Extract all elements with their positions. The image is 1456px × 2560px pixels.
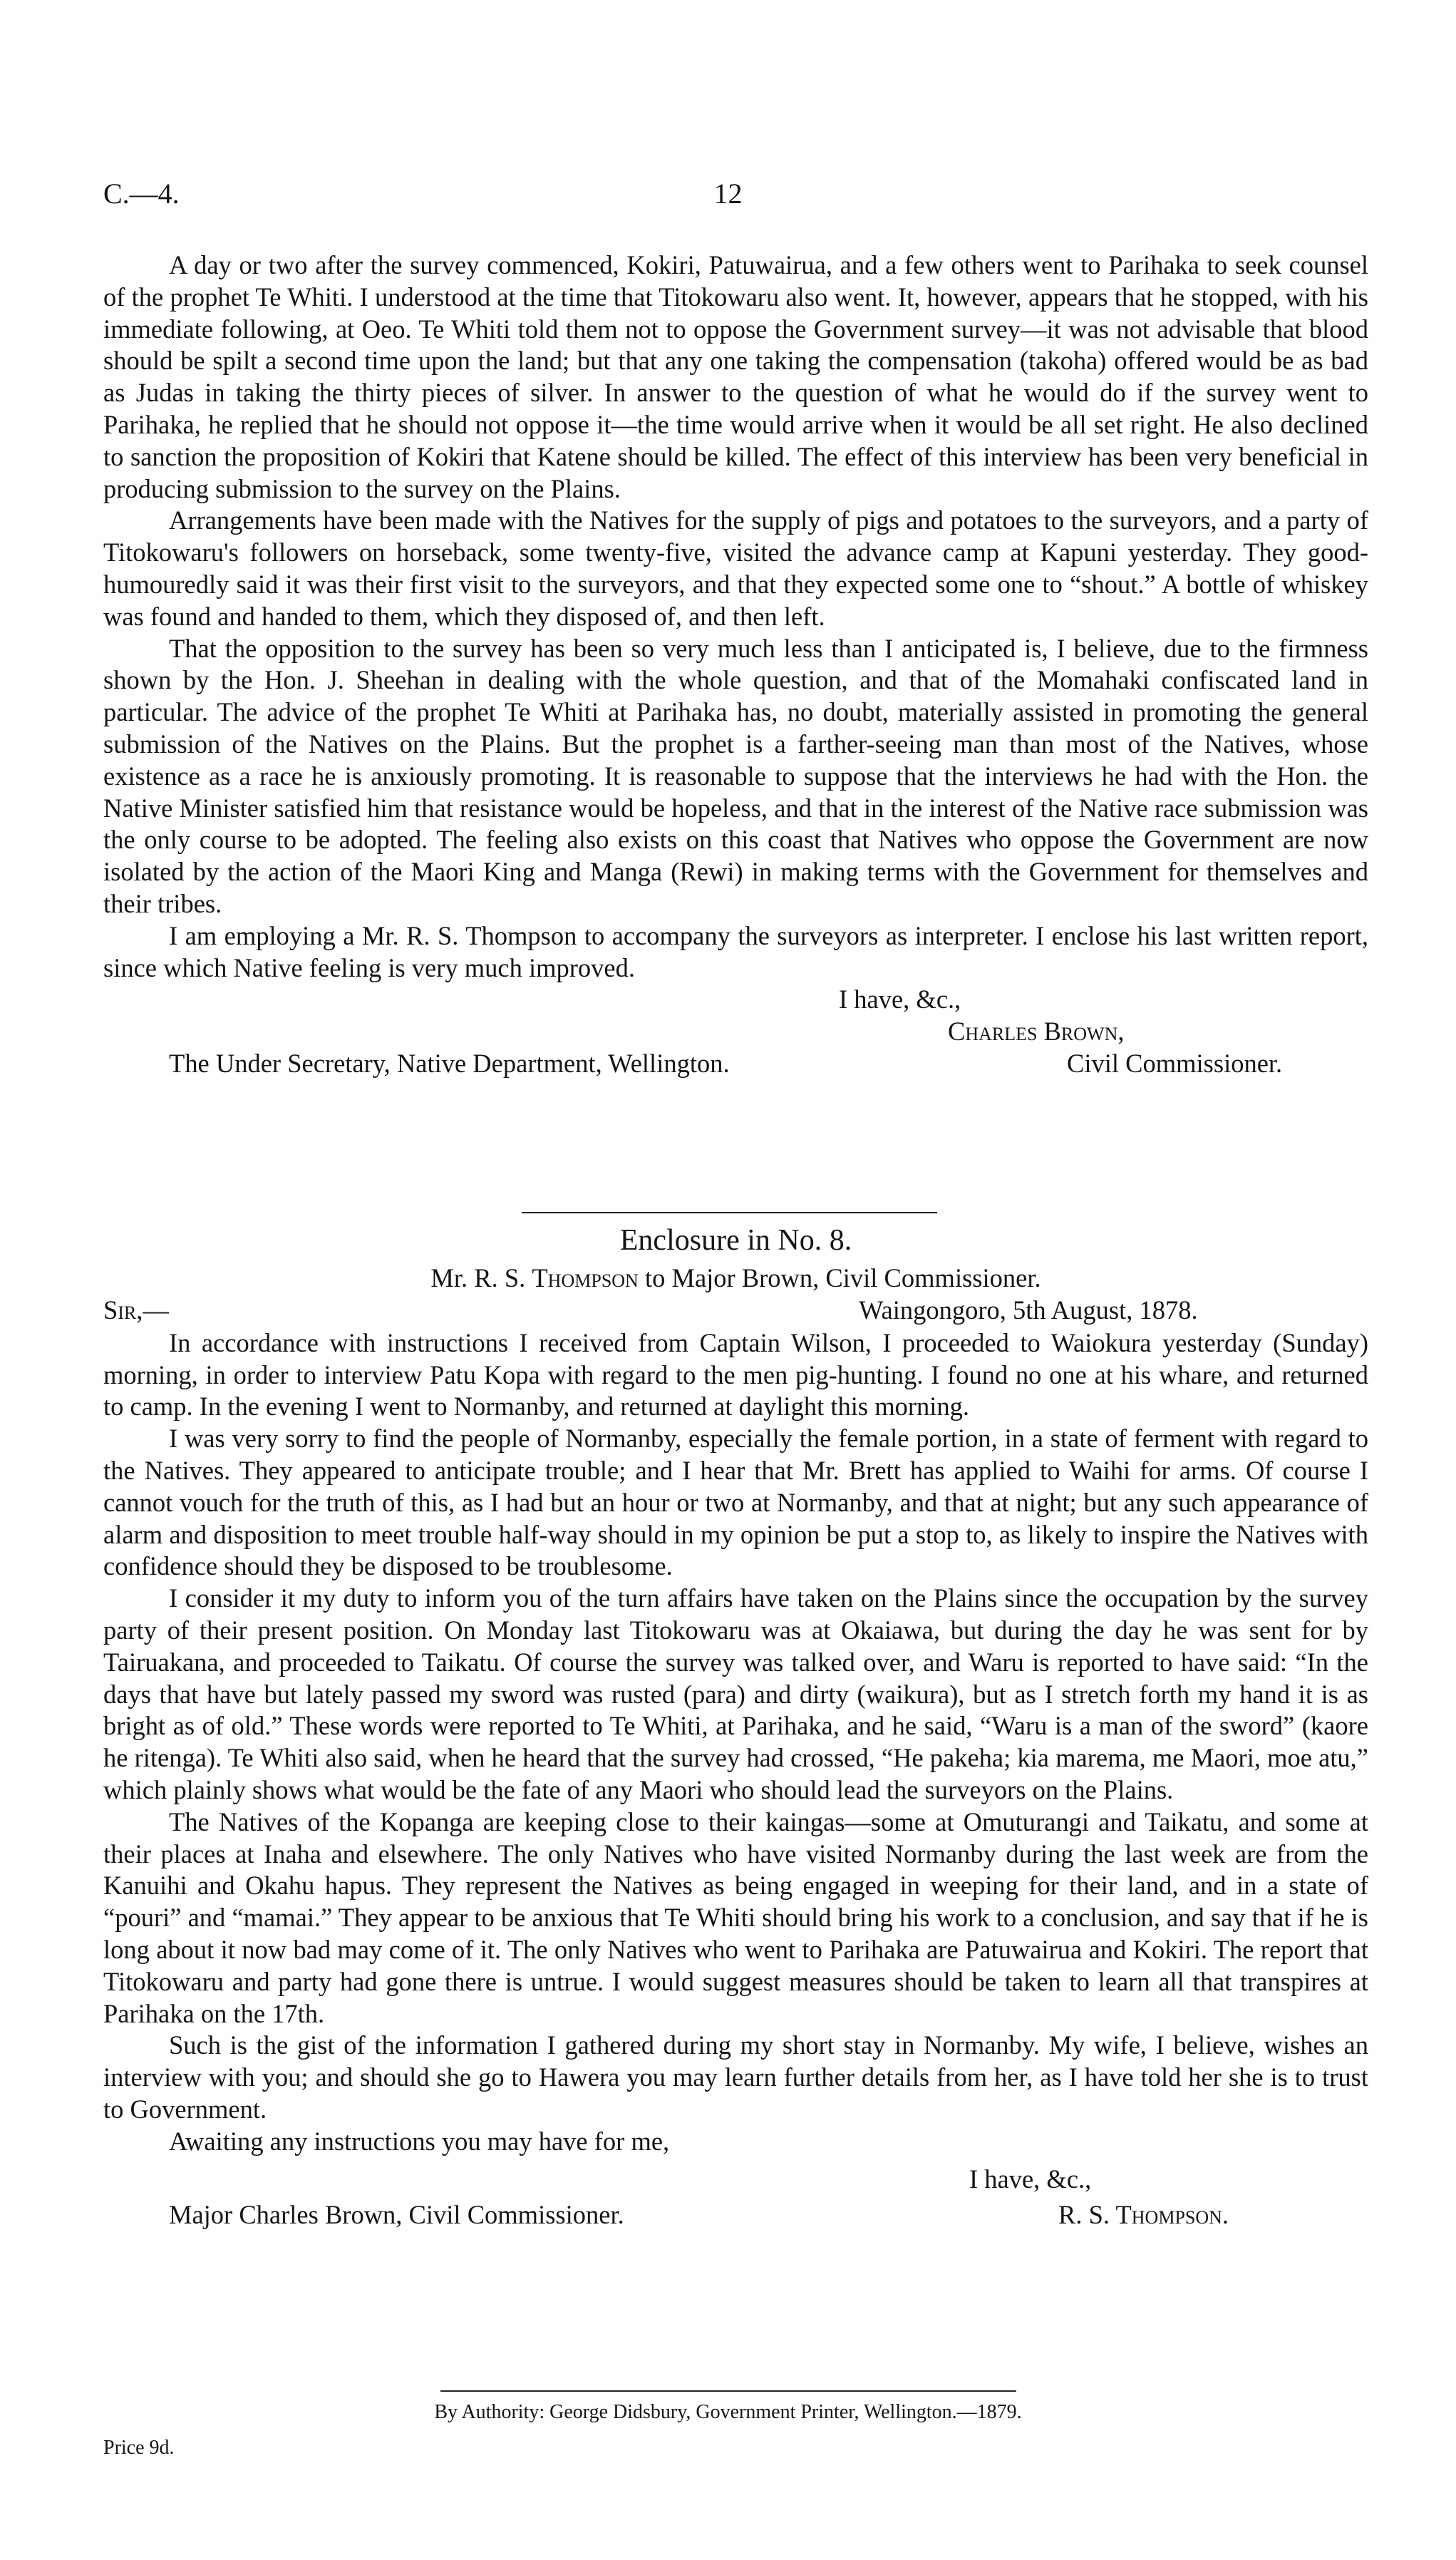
price-label: Price 9d. [103, 2437, 175, 2459]
printer-imprint: By Authority: George Didsbury, Government Printer, Wellington.—1879. [434, 2401, 1022, 2423]
paragraph: Such is the gist of the information I gathered during my short stay in Normanby. My wife, I believe, wishes an interview with you; and should she go to Hawera you may learn further details from her, as I have told her she is to trust to Government. [103, 2030, 1368, 2124]
paragraph: A day or two after the survey commenced, Kokiri, Patuwairua, and a few others went to Parihaka to seek counsel of the prophet Te Whiti. I understood at the time that Titokowaru also went. It, however, appears that he stopped, with his immediate following, at Oeo. Te Whiti told them not to oppose the Government survey—it was not advisable that blood should be spilt a second time upon the land; but that any one taking the compensation (takoha) offered would be as bad as Judas in taking the thirty pieces of silver. In answer to the question of what he would do if the survey went to Parihaka, he replied that he should not oppose it—the time would arrive when it would be all set right. He also declined to sanction the proposition of Kokiri that Katene should be killed. The effect of this interview has been very beneficial in producing submission to the survey on the Plains. [103, 250, 1368, 503]
paragraph: Awaiting any instructions you may have for me, [169, 2126, 670, 2156]
document-reference: C.—4. [103, 178, 180, 210]
page-header [103, 177, 1353, 220]
letter-closing: I have, &c., [839, 985, 961, 1014]
letter-body [103, 250, 1368, 1084]
paragraph: In accordance with instructions I received from Captain Wilson, I proceeded to Waiokura yesterday (Sunday) morning, in order to interview Patu Kopa with regard to the men pig-hunting. I found no one at his whare, and returned to camp. In the evening I went to Normanby, and returned at daylight this morning. [103, 1327, 1368, 1422]
paragraph: That the opposition to the survey has been so very much less than I anticipated is, I believe, due to the firmness shown by the Hon. J. Sheehan in dealing with the whole question, and that of the Momahaki confiscated land in particular. The advice of the prophet Te Whiti at Parihaka has, no doubt, materially assisted in promoting the general submission of the Natives on the Plains. But the prophet is a farther-seeing man than most of the Natives, whose existence as a race he is anxiously promoting. It is reasonable to suppose that the interviews he had with the Hon. the Native Minister satisfied him that resistance would be hopeless, and that in the interest of the Native race submission was the only course to be adopted. The feeling also exists on this coast that Natives who oppose the Government are now isolated by the action of the Maori King and Manga (Rewi) in making terms with the Government for themselves and their tribes. [103, 633, 1368, 918]
footer-divider [440, 2390, 1016, 2392]
subtitle-from: Thompson [532, 1263, 639, 1292]
section-divider [522, 1212, 937, 1213]
enclosure-addressee: Major Charles Brown, Civil Commissioner. [169, 2200, 624, 2230]
addressee: The Under Secretary, Native Department, Wellington. [169, 1048, 730, 1078]
paragraph: Arrangements have been made with the Natives for the supply of pigs and potatoes to the surveyors, and a party of Titokowaru's followers on horseback, some twenty-five, visited the advance camp at Kapuni yesterday. They good-humouredly said it was their first visit to the surveyors, and that they expected some one to “shout.” A bottle of whiskey was found and handed to them, which they disposed of, and then left. [103, 505, 1368, 631]
salutation: Sir,— [103, 1295, 169, 1325]
signature-name: Charles Brown, [948, 1017, 1125, 1047]
enclosure-closing: I have, &c., [969, 2164, 1092, 2194]
enclosure [103, 1223, 1368, 2235]
enclosure-title: Enclosure in No. 8. [619, 1224, 852, 1257]
page-number: 12 [713, 178, 743, 210]
enclosure-subtitle [103, 1263, 1368, 1295]
subtitle-prefix: Mr. R. S. [430, 1263, 526, 1292]
enclosure-signature: R. S. Thompson. [1058, 2200, 1229, 2230]
paragraph: I was very sorry to find the people of Normanby, especially the female portion, in a state of ferment with regard to the Natives. They appeared to anticipate trouble; and I hear that Mr. Brett has applied to Waihi for arms. Of course I cannot vouch for the truth of this, as I had but an hour or two at Normanby, and that at night; but any such appearance of alarm and disposition to meet trouble half-way should in my opinion be put a stop to, as likely to inspire the Natives with confidence should they be disposed to be troublesome. [103, 1424, 1368, 1581]
signature-title: Civil Commissioner. [1067, 1048, 1283, 1078]
paragraph: I consider it my duty to inform you of the turn affairs have taken on the Plains since the occupation by the survey party of their present position. On Monday last Titokowaru was at Okaiawa, but during the day he was sent for by Tairuakana, and proceeded to Taikatu. Of course the survey was talked over, and Waru is reported to have said: “In the days that have but lately passed my sword was rusted (para) and dirty (waikura), but as I stretch forth my hand it is as bright as of old.” These words were reported to Te Whiti, at Parihaka, and he said, “Waru is a man of the sword” (kaore he ritenga). Te Whiti also said, when he heard that the survey had crossed, “He pakeha; kia marema, me Maori, moe atu,” which plainly shows what would be the fate of any Maori who should lead the surveyors on the Plains. [103, 1583, 1368, 1804]
addressee-row [103, 1048, 1368, 1084]
subtitle-rest: to Major Brown, Civil Commissioner. [644, 1263, 1041, 1292]
paragraph: The Natives of the Kopanga are keeping close to their kaingas—some at Omuturangi and Taikatu, and some at their places at Inaha and elsewhere. The only Natives who have visited Normanby during the last week are from the Kanuihi and Okahu hapus. They represent the Natives as being engaged in weeping for their land, and in a state of “pouri” and “mamai.” They appear to be anxious that Te Whiti should bring his work to a conclusion, and say that if he is long about it now bad may come of it. The only Natives who went to Parihaka are Patuwairua and Kokiri. The report that Titokowaru and party had gone there is untrue. I would suggest measures should be taken to learn all that transpires at Parihaka on the 17th. [103, 1806, 1368, 2028]
paragraph: I am employing a Mr. R. S. Thompson to accompany the surveyors as interpreter. I enclose his last written report, since which Native feeling is very much improved. [103, 920, 1368, 982]
place-date: Waingongoro, 5th August, 1878. [859, 1295, 1198, 1325]
salutation-row [103, 1295, 1368, 1327]
enclosure-addressee-row [103, 2199, 1368, 2235]
